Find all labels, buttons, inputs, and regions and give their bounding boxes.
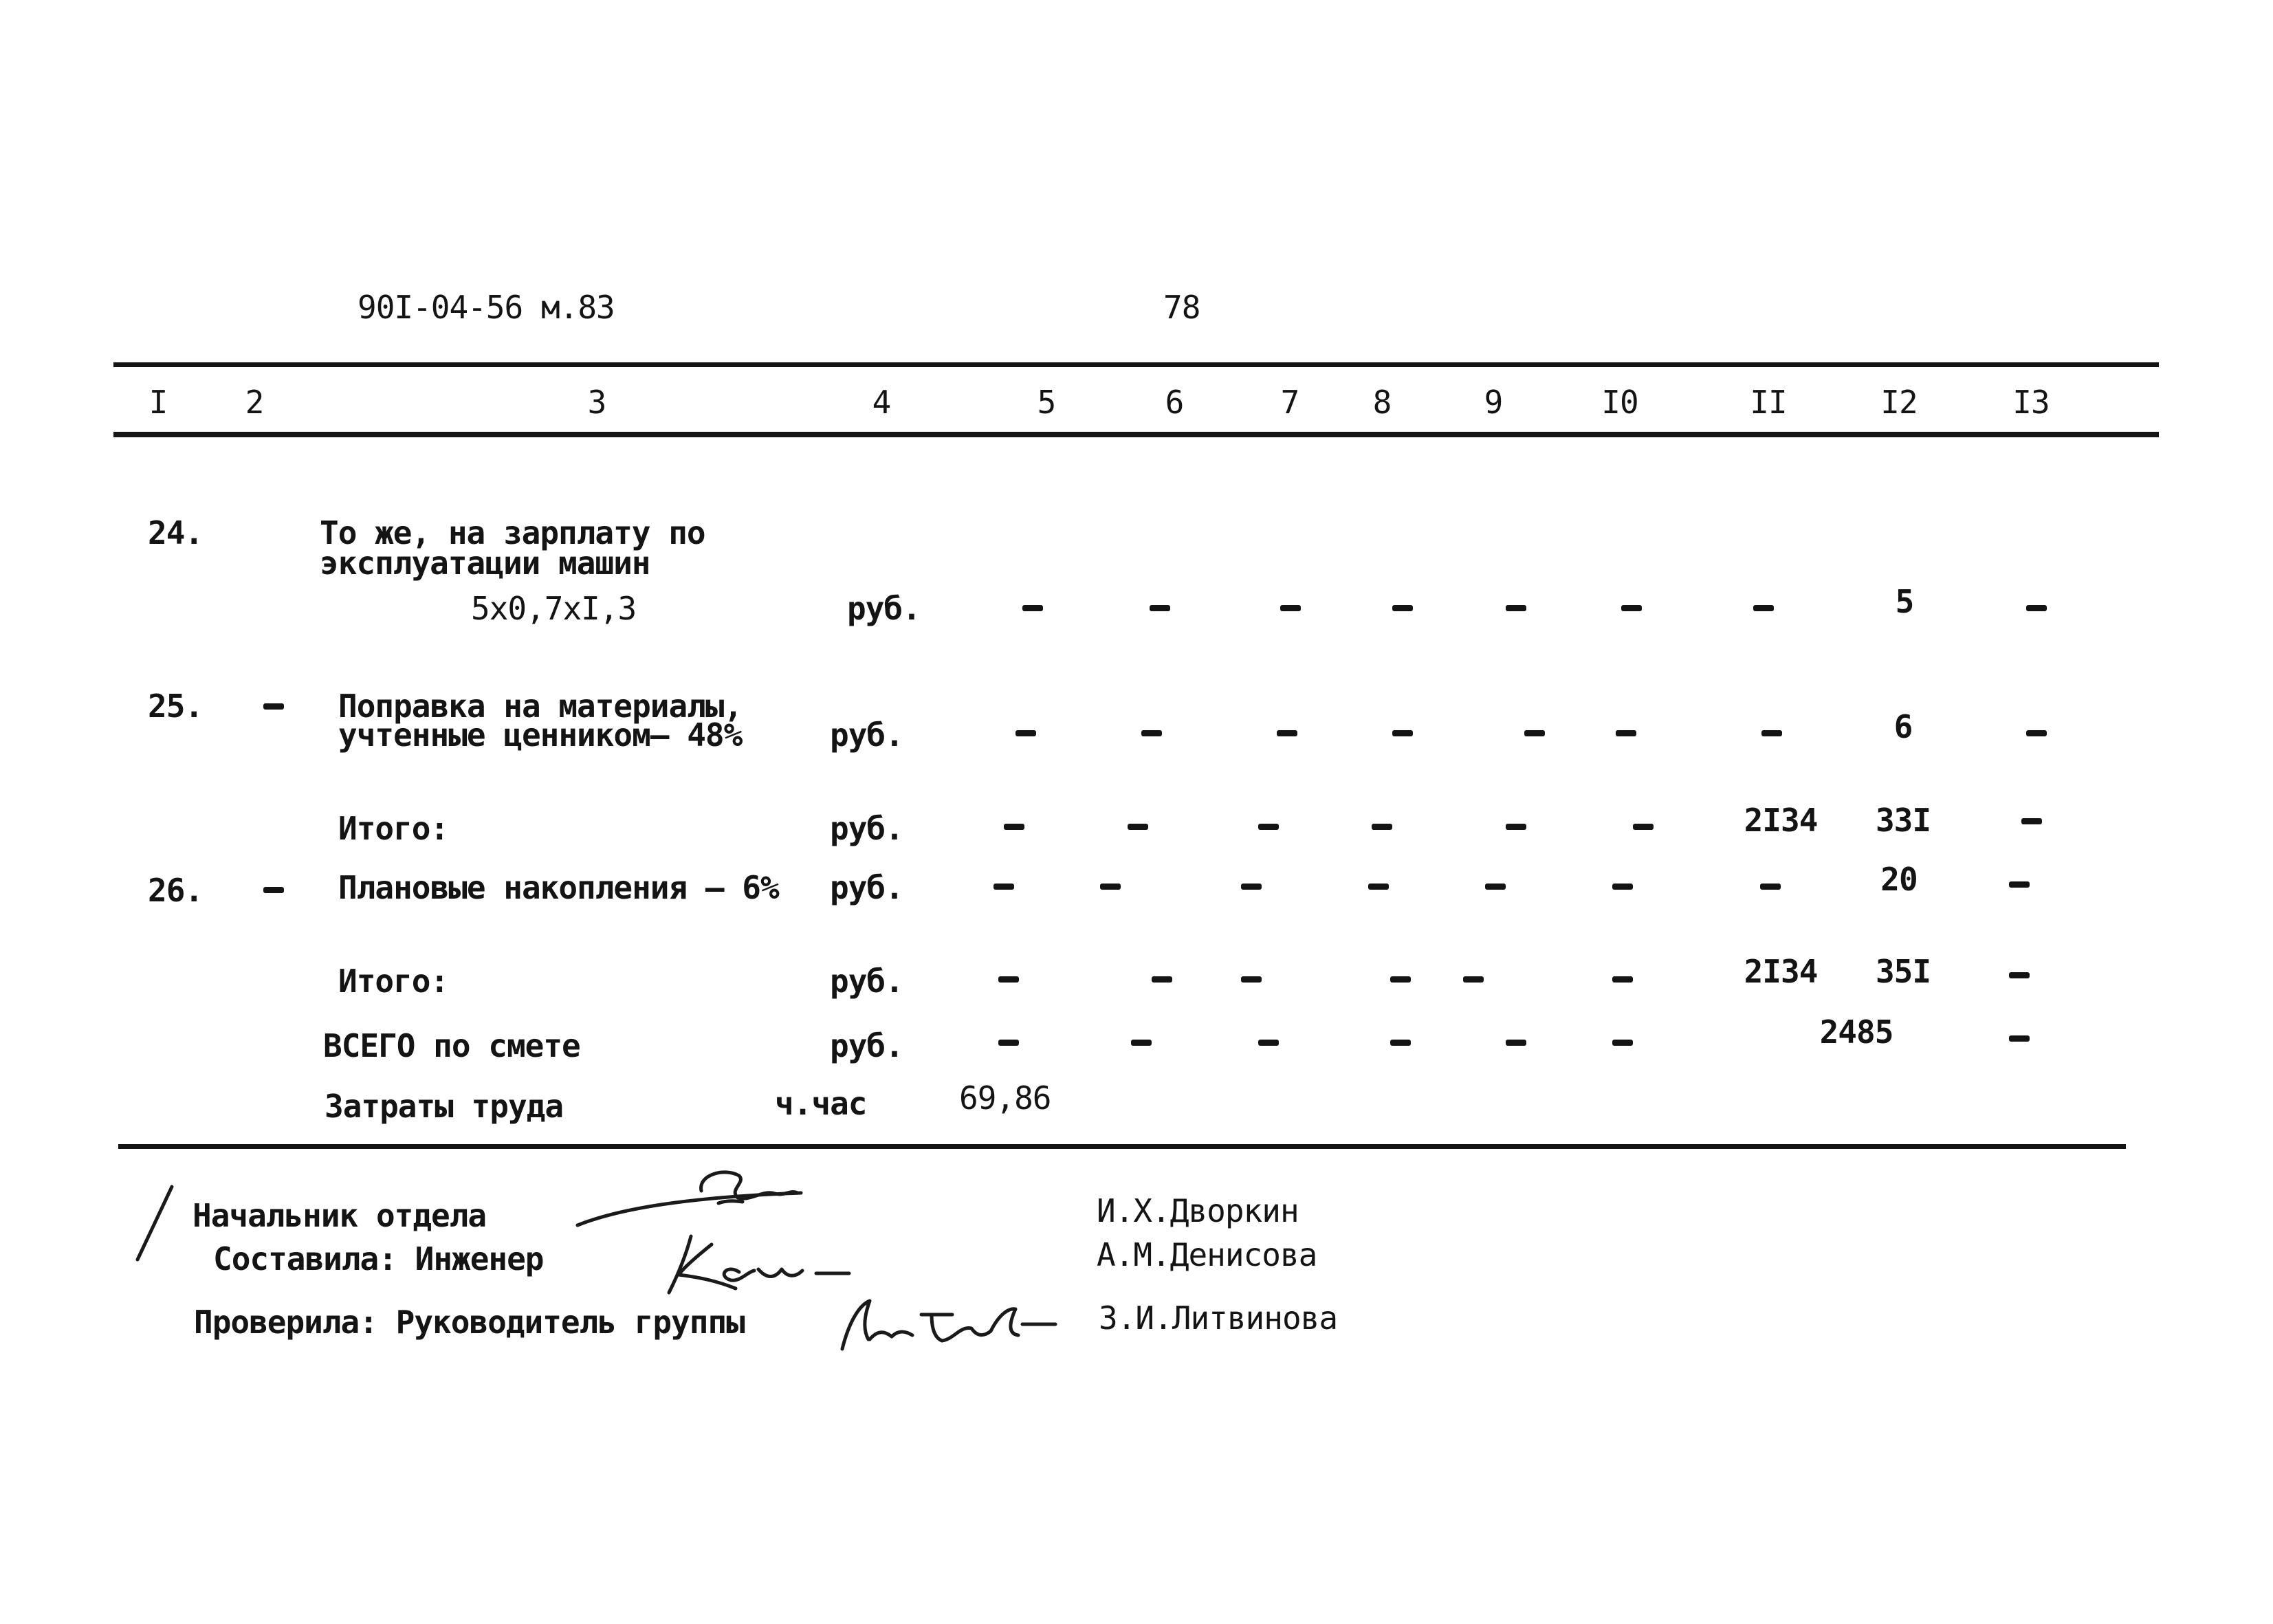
row-formula: 5x0,7xI,3 [471, 590, 637, 627]
empty-cell-dash [1022, 605, 1043, 611]
subtotal-label: Итого: [338, 963, 449, 1000]
empty-cell-dash [1368, 884, 1389, 890]
row-description: эксплуатации машин [320, 545, 650, 582]
empty-cell-dash [1463, 976, 1484, 983]
row-description: То же, на зарплату по [320, 514, 705, 551]
empty-cell-dash [998, 1040, 1019, 1046]
doc-code: 90I-04-56 м.83 [358, 289, 615, 326]
column-number: 2 [245, 384, 264, 421]
cell-value: 2I34 [1744, 953, 1818, 990]
empty-cell-dash [1761, 730, 1782, 736]
empty-cell-dash [1241, 884, 1262, 890]
row-unit: руб. [830, 963, 903, 1000]
empty-cell-dash [2026, 730, 2047, 736]
empty-cell-dash [1612, 976, 1633, 983]
column-number: 7 [1280, 384, 1299, 421]
handwritten-signature [828, 1294, 1103, 1363]
labor-label: Затраты труда [325, 1088, 564, 1125]
cell-value: 69,86 [959, 1079, 1051, 1117]
empty-cell-dash [1131, 1040, 1152, 1046]
handwritten-signature [574, 1162, 842, 1238]
header-rule-bottom [113, 432, 2159, 437]
column-number: I0 [1601, 384, 1638, 421]
signer-title: Составила: Инженер [213, 1240, 544, 1277]
row-description: учтенные ценником– 48% [338, 716, 743, 754]
row-number: 26. [148, 872, 204, 909]
signer-name: И.Х.Дворкин [1097, 1192, 1299, 1229]
column-number: 9 [1484, 384, 1503, 421]
empty-cell-dash [1280, 605, 1301, 611]
empty-cell-dash [1616, 730, 1636, 736]
column-number: II [1750, 384, 1787, 421]
subtotal-label: Итого: [338, 810, 449, 847]
cell-value: 35I [1875, 953, 1931, 990]
cell-value: 20 [1880, 861, 1918, 898]
page-number: 78 [1163, 289, 1200, 326]
empty-cell-dash [1392, 730, 1413, 736]
header-rule-top [113, 362, 2159, 367]
empty-cell-dash [1241, 976, 1262, 983]
empty-cell-dash [1753, 605, 1774, 611]
column-number: I [149, 384, 168, 421]
empty-cell-dash [1100, 884, 1121, 890]
column-number: 5 [1037, 384, 1056, 421]
column-number: I3 [2012, 384, 2050, 421]
empty-cell-dash [1506, 605, 1526, 611]
row-unit: руб. [830, 716, 903, 754]
empty-cell-dash [1392, 605, 1413, 611]
signer-title: Проверила: Руководитель группы [194, 1304, 745, 1341]
empty-cell-dash [1633, 824, 1654, 830]
column-number: 8 [1372, 384, 1392, 421]
row-unit: руб. [830, 1027, 903, 1064]
row-unit: ч.час [775, 1085, 867, 1122]
empty-cell-dash [1152, 976, 1172, 983]
cell-value: 6 [1893, 708, 1913, 745]
column-2-dash [263, 887, 284, 893]
empty-cell-dash [1390, 1040, 1411, 1046]
column-2-dash [263, 703, 284, 710]
empty-cell-dash [2009, 881, 2030, 888]
column-number: 3 [587, 384, 606, 421]
signer-title: Начальник отдела [193, 1197, 487, 1234]
row-description: Поправка на материалы, [338, 688, 743, 725]
empty-cell-dash [1390, 976, 1411, 983]
row-unit: руб. [847, 590, 921, 627]
empty-cell-dash [1612, 1040, 1633, 1046]
signer-name: З.И.Литвинова [1099, 1299, 1338, 1337]
empty-cell-dash [1621, 605, 1642, 611]
column-number: 4 [872, 384, 891, 421]
empty-cell-dash [1258, 824, 1279, 830]
empty-cell-dash [1506, 824, 1526, 830]
cell-value: 33I [1875, 802, 1931, 839]
empty-cell-dash [1485, 884, 1506, 890]
empty-cell-dash [1524, 730, 1545, 736]
row-number: 24. [148, 514, 204, 551]
row-unit: руб. [830, 869, 903, 906]
empty-cell-dash [2021, 818, 2042, 824]
cell-value: 5 [1895, 583, 1914, 620]
empty-cell-dash [2009, 972, 2030, 978]
column-number: 6 [1165, 384, 1184, 421]
cell-value: 2485 [1819, 1013, 1893, 1051]
signer-name: А.М.Денисова [1097, 1236, 1317, 1273]
empty-cell-dash [1150, 605, 1170, 611]
row-unit: руб. [830, 810, 903, 847]
empty-cell-dash [2026, 605, 2047, 611]
cell-value: 2I34 [1744, 802, 1818, 839]
empty-cell-dash [1258, 1040, 1279, 1046]
empty-cell-dash [1141, 730, 1162, 736]
table-bottom-rule [118, 1144, 2126, 1149]
empty-cell-dash [1760, 884, 1781, 890]
empty-cell-dash [1277, 730, 1297, 736]
empty-cell-dash [1506, 1040, 1526, 1046]
empty-cell-dash [2009, 1035, 2030, 1042]
empty-cell-dash [993, 884, 1014, 890]
row-number: 25. [148, 688, 204, 725]
empty-cell-dash [1128, 824, 1148, 830]
empty-cell-dash [1015, 730, 1036, 736]
empty-cell-dash [1612, 884, 1633, 890]
row-description: Плановые накопления – 6% [338, 869, 779, 906]
margin-slash-mark [131, 1183, 186, 1265]
empty-cell-dash [998, 976, 1019, 983]
total-label: ВСЕГО по смете [323, 1027, 580, 1064]
column-number: I2 [1880, 384, 1918, 421]
empty-cell-dash [1372, 824, 1392, 830]
empty-cell-dash [1004, 824, 1024, 830]
